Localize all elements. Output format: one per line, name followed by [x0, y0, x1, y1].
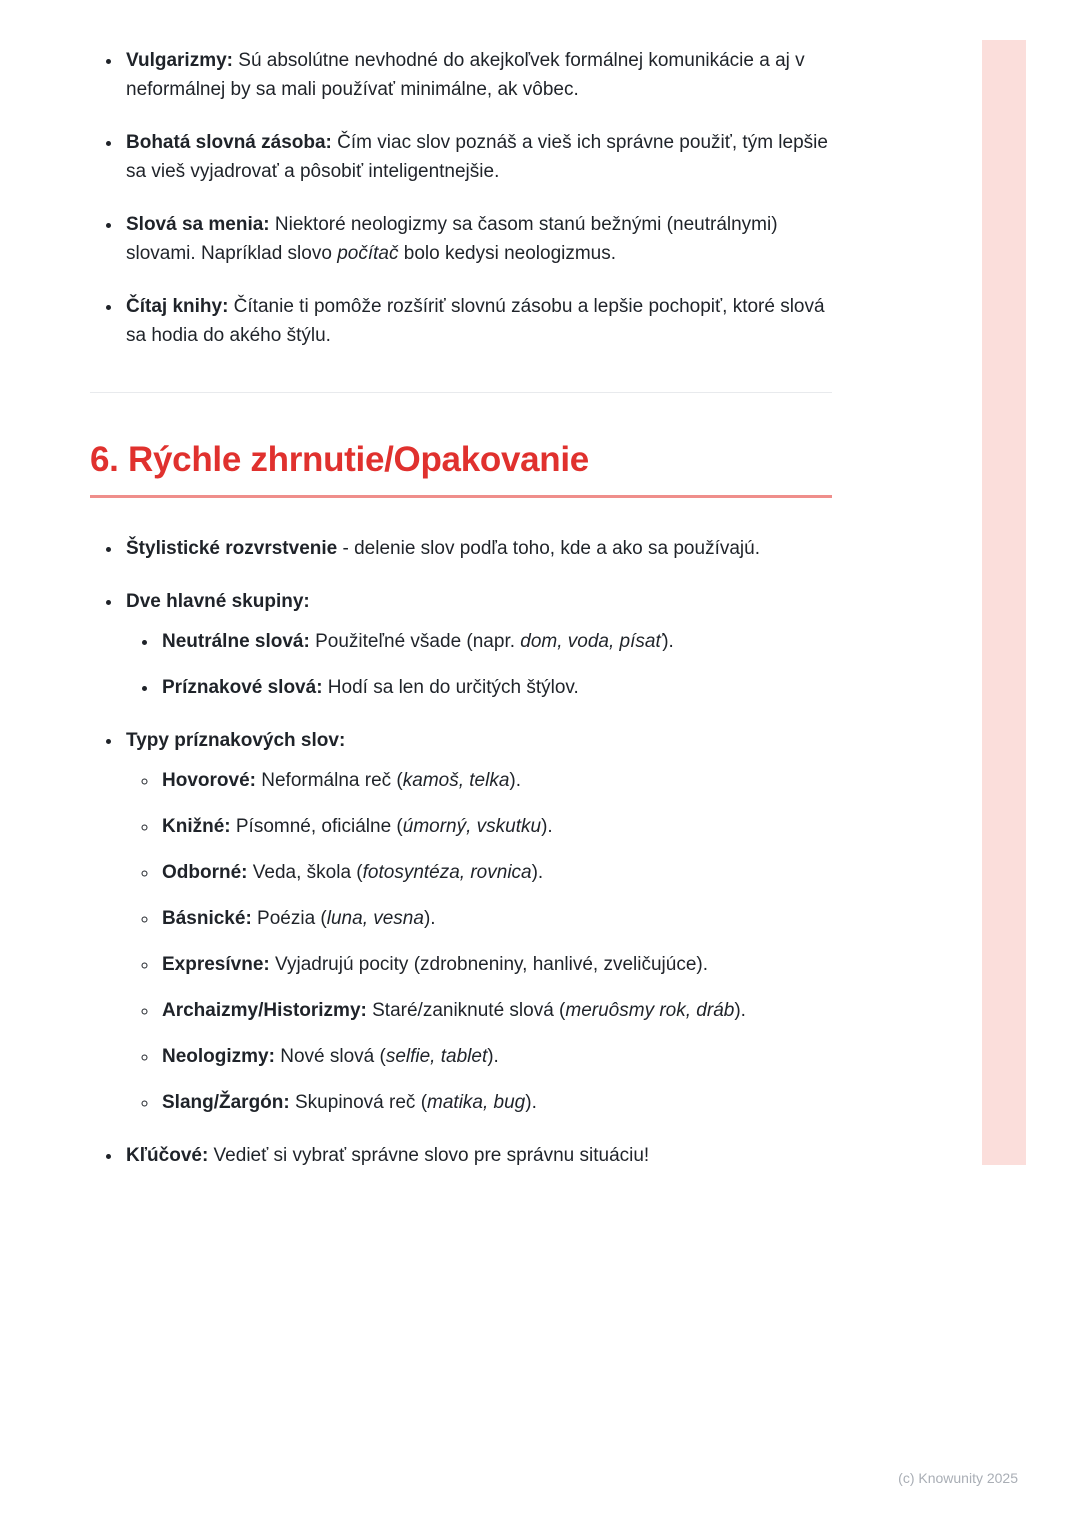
- list-item: [123, 46, 832, 104]
- section-heading: 6. Rýchle zhrnutie/Opakovanie: [90, 439, 832, 498]
- plain-text: Skupinová reč (: [289, 1092, 428, 1113]
- list-item: [159, 673, 832, 702]
- plain-text: Poézia (: [251, 908, 327, 929]
- list-item: [159, 812, 832, 841]
- italic-text: dom, voda, písať: [520, 631, 663, 652]
- plain-text: Sú absolútne nevhodné do akejkoľvek formálnej komunikácie a aj v neformálnej by sa mali používať minimálne, ak vôbec.: [126, 50, 805, 100]
- plain-text: ).: [662, 631, 674, 652]
- plain-text: ).: [487, 1046, 499, 1067]
- sub-list: [126, 627, 832, 702]
- list-item: [159, 627, 832, 656]
- plain-text: ).: [509, 770, 522, 791]
- italic-text: meruôsmy rok, dráb: [565, 1000, 735, 1021]
- page-content: [90, 46, 832, 1170]
- plain-text: Vyjadrujú pocity (zdrobneniny, hanlivé, zveličujúce).: [269, 954, 709, 975]
- plain-text: Vedieť si vybrať správne slovo pre správnu situáciu!: [208, 1145, 650, 1166]
- plain-text: Písomné, oficiálne (: [230, 816, 403, 837]
- italic-text: selfie, tablet: [385, 1046, 488, 1067]
- notes-bullet-list: [90, 46, 832, 350]
- bold-text: Neologizmy:: [162, 1046, 275, 1067]
- plain-text: Hodí sa len do určitých štýlov.: [322, 677, 579, 698]
- bold-text: Dve hlavné skupiny:: [126, 591, 310, 612]
- bold-text: Slang/Žargón:: [162, 1092, 290, 1113]
- list-item: [123, 1141, 832, 1170]
- list-item: [123, 210, 832, 268]
- bold-text: Vulgarizmy:: [126, 50, 233, 71]
- list-item: [159, 1088, 832, 1117]
- plain-text: Neformálna reč (: [255, 770, 403, 791]
- plain-text: ).: [525, 1092, 537, 1113]
- section-divider: [90, 392, 832, 393]
- list-item: [159, 858, 832, 887]
- bold-text: Príznakové slová:: [162, 677, 323, 698]
- list-item: [159, 1042, 832, 1071]
- list-item: [159, 950, 832, 979]
- bold-text: Expresívne:: [162, 954, 270, 975]
- accent-bar: [982, 40, 1026, 1165]
- italic-text: počítač: [337, 243, 399, 264]
- bold-text: Hovorové:: [162, 770, 256, 791]
- plain-text: - delenie slov podľa toho, kde a ako sa používajú.: [337, 538, 760, 559]
- bold-text: Odborné:: [162, 862, 248, 883]
- bold-text: Štylistické rozvrstvenie: [126, 538, 338, 559]
- plain-text: Čítanie ti pomôže rozšíriť slovnú zásobu a lepšie pochopiť, ktoré slová sa hodia do akého štýlu.: [126, 296, 825, 346]
- plain-text: Staré/zaniknuté slová (: [366, 1000, 566, 1021]
- plain-text: Veda, škola (: [247, 862, 363, 883]
- plain-text: Použiteľné všade (napr.: [309, 631, 521, 652]
- plain-text: ).: [541, 816, 553, 837]
- italic-text: matika, bug: [427, 1092, 526, 1113]
- footer-copyright: (c) Knowunity 2025: [898, 1470, 1018, 1486]
- list-item: [159, 766, 832, 795]
- plain-text: Niektoré neologizmy sa časom stanú bežnými (neutrálnymi) slovami. Napríklad slovo: [126, 214, 778, 264]
- list-item: [159, 996, 832, 1025]
- plain-text: ).: [734, 1000, 746, 1021]
- summary-bullet-list: [90, 534, 832, 1170]
- bold-text: Archaizmy/Historizmy:: [162, 1000, 367, 1021]
- bold-text: Bohatá slovná zásoba:: [126, 132, 332, 153]
- bold-text: Typy príznakových slov:: [126, 730, 346, 751]
- bold-text: Neutrálne slová:: [162, 631, 310, 652]
- bold-text: Básnické:: [162, 908, 252, 929]
- italic-text: fotosyntéza, rovnica: [362, 862, 532, 883]
- plain-text: ).: [423, 908, 436, 929]
- plain-text: Nové slová (: [274, 1046, 386, 1067]
- plain-text: ).: [531, 862, 544, 883]
- bold-text: Knižné:: [162, 816, 231, 837]
- list-item: [123, 587, 832, 702]
- italic-text: luna, vesna: [326, 908, 424, 929]
- list-item: [123, 128, 832, 186]
- bold-text: Čítaj knihy:: [126, 296, 229, 317]
- plain-text: bolo kedysi neologizmus.: [398, 243, 617, 264]
- bold-text: Slová sa menia:: [126, 214, 270, 235]
- italic-text: kamoš, telka: [402, 770, 510, 791]
- italic-text: úmorný, vskutku: [402, 816, 542, 837]
- bold-text: Kľúčové:: [126, 1145, 209, 1166]
- list-item: [123, 534, 832, 563]
- list-item: [123, 292, 832, 350]
- list-item: [123, 726, 832, 1117]
- list-item: [159, 904, 832, 933]
- sub-list: [126, 766, 832, 1117]
- plain-text: Čím viac slov poznáš a vieš ich správne použiť, tým lepšie sa vieš vyjadrovať a pôsobiť inteligentnejšie.: [126, 132, 828, 182]
